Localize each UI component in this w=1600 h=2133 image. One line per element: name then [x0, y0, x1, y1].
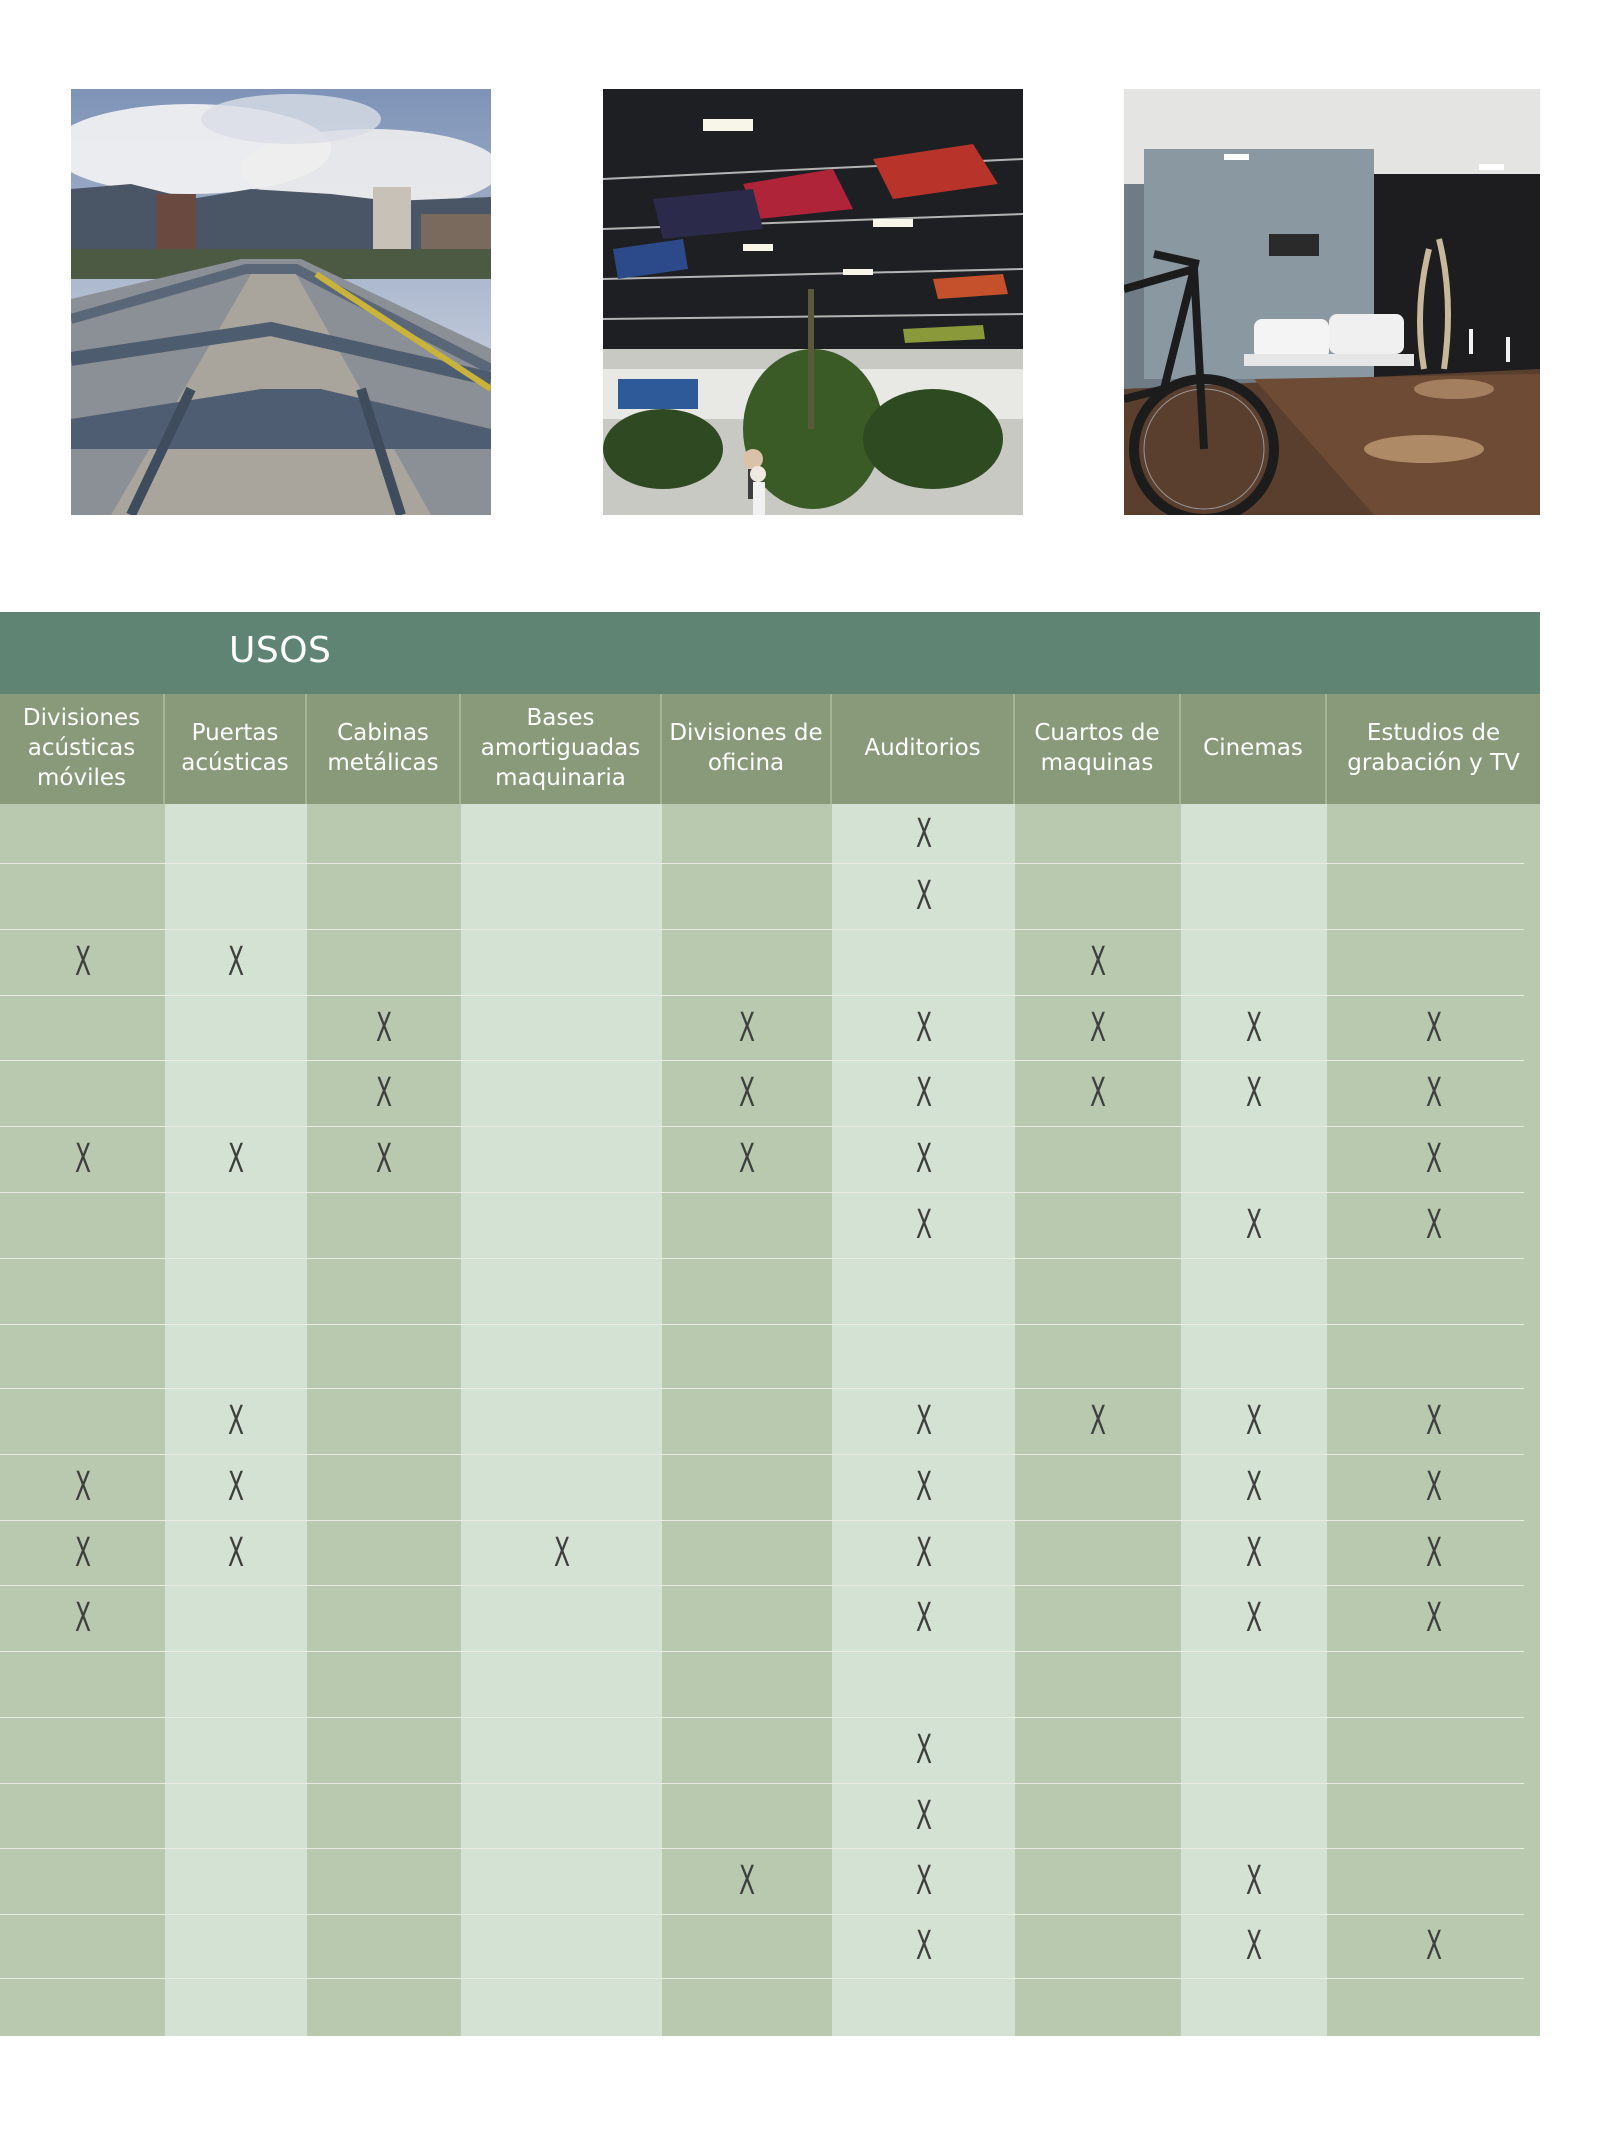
row-divider — [0, 1651, 1524, 1652]
table-cell-mark: X — [1245, 1202, 1263, 1248]
column-background — [662, 804, 832, 2036]
table-cell-mark: X — [1425, 1595, 1442, 1641]
row-divider — [0, 1126, 1524, 1127]
column-header: Bases amortiguadas maquinaria — [461, 694, 662, 804]
row-divider — [0, 1060, 1524, 1061]
column-header: Divisiones de oficina — [662, 694, 832, 804]
table-cell-mark: X — [738, 1136, 756, 1182]
usos-table — [0, 694, 1540, 2036]
table-cell-mark: X — [738, 1004, 756, 1051]
table-cell-mark: X — [74, 1136, 91, 1182]
table-cell-mark: X — [915, 1792, 932, 1839]
table-cell-mark: X — [915, 1858, 932, 1904]
table-cell-mark: X — [1425, 1529, 1442, 1576]
table-cell-mark: X — [74, 939, 91, 985]
column-header: Cuartos de maquinas — [1015, 694, 1181, 804]
table-cell-mark: X — [227, 1398, 245, 1444]
row-divider — [0, 1324, 1524, 1325]
table-cell-mark: X — [1425, 1136, 1442, 1182]
rooftop-structure-photo — [71, 89, 491, 515]
table-cell-mark: X — [915, 1595, 932, 1641]
table-cell-mark: X — [915, 1727, 932, 1773]
usos-header-bar — [0, 612, 1540, 694]
table-cell-mark: X — [1089, 1004, 1107, 1051]
lounge-room-photo — [1124, 89, 1540, 515]
table-cell-mark: X — [915, 1923, 932, 1969]
column-header: Cinemas — [1181, 694, 1327, 804]
table-cell-mark: X — [915, 1136, 932, 1182]
table-cell-mark: X — [375, 1004, 393, 1051]
table-cell-mark: X — [74, 1464, 91, 1510]
table-cell-mark: X — [227, 939, 245, 985]
column-background — [0, 804, 165, 2036]
row-divider — [0, 1192, 1524, 1193]
table-cell-mark: X — [915, 1004, 932, 1051]
table-cell-mark: X — [1089, 939, 1107, 985]
column-header: Cabinas metálicas — [307, 694, 461, 804]
table-cell-mark: X — [1089, 1070, 1107, 1116]
row-divider — [0, 1783, 1524, 1784]
table-cell-mark: X — [738, 1070, 756, 1116]
column-background — [307, 804, 461, 2036]
row-divider — [0, 1978, 1524, 1979]
table-cell-mark: X — [1425, 1202, 1442, 1248]
table-cell-mark: X — [74, 1529, 91, 1576]
table-cell-mark: X — [915, 1070, 932, 1116]
usos-title: USOS — [229, 630, 332, 671]
table-cell-mark: X — [1425, 1464, 1442, 1510]
table-cell-mark: X — [915, 1529, 932, 1576]
table-cell-mark: X — [375, 1070, 393, 1116]
table-cell-mark: X — [1245, 1398, 1263, 1444]
table-cell-mark: X — [1425, 1004, 1442, 1051]
table-cell-mark: X — [1425, 1398, 1442, 1444]
row-divider — [0, 1258, 1524, 1259]
column-header: Puertas acústicas — [165, 694, 307, 804]
column-header-row — [0, 694, 1540, 804]
table-cell-mark: X — [1245, 1464, 1263, 1510]
table-cell-mark: X — [915, 873, 932, 919]
table-body — [0, 804, 1540, 2036]
table-cell-mark: X — [1245, 1004, 1263, 1051]
row-divider — [0, 995, 1524, 996]
table-cell-mark: X — [915, 1398, 932, 1444]
column-header: Auditorios — [832, 694, 1015, 804]
table-cell-mark: X — [1089, 1398, 1107, 1444]
row-divider — [0, 863, 1524, 864]
table-cell-mark: X — [1245, 1529, 1263, 1576]
table-cell-mark: X — [1245, 1595, 1263, 1641]
table-cell-mark: X — [227, 1464, 245, 1510]
table-cell-mark: X — [1425, 1923, 1442, 1969]
table-cell-mark: X — [915, 1464, 932, 1510]
row-divider — [0, 1585, 1524, 1586]
table-cell-mark: X — [1245, 1858, 1263, 1904]
table-cell-mark: X — [227, 1136, 245, 1182]
row-divider — [0, 1914, 1524, 1915]
table-cell-mark: X — [1425, 1070, 1442, 1116]
row-divider — [0, 1388, 1524, 1389]
column-header: Divisiones acústicas móviles — [0, 694, 165, 804]
row-divider — [0, 1454, 1524, 1455]
row-divider — [0, 1717, 1524, 1718]
table-cell-mark: X — [738, 1858, 756, 1904]
table-cell-mark: X — [1245, 1923, 1263, 1969]
table-cell-mark: X — [553, 1529, 570, 1576]
table-cell-mark: X — [74, 1595, 91, 1641]
hall-ceiling-panels-photo — [603, 89, 1023, 515]
table-cell-mark: X — [227, 1529, 245, 1576]
column-background — [461, 804, 662, 2036]
table-cell-mark: X — [375, 1136, 393, 1182]
table-cell-mark: X — [915, 1202, 932, 1248]
row-divider — [0, 929, 1524, 930]
table-cell-mark: X — [915, 810, 932, 857]
column-header: Estudios de grabación y TV — [1347, 720, 1520, 776]
row-divider — [0, 1520, 1524, 1521]
row-divider — [0, 1848, 1524, 1849]
table-cell-mark: X — [1245, 1070, 1263, 1116]
